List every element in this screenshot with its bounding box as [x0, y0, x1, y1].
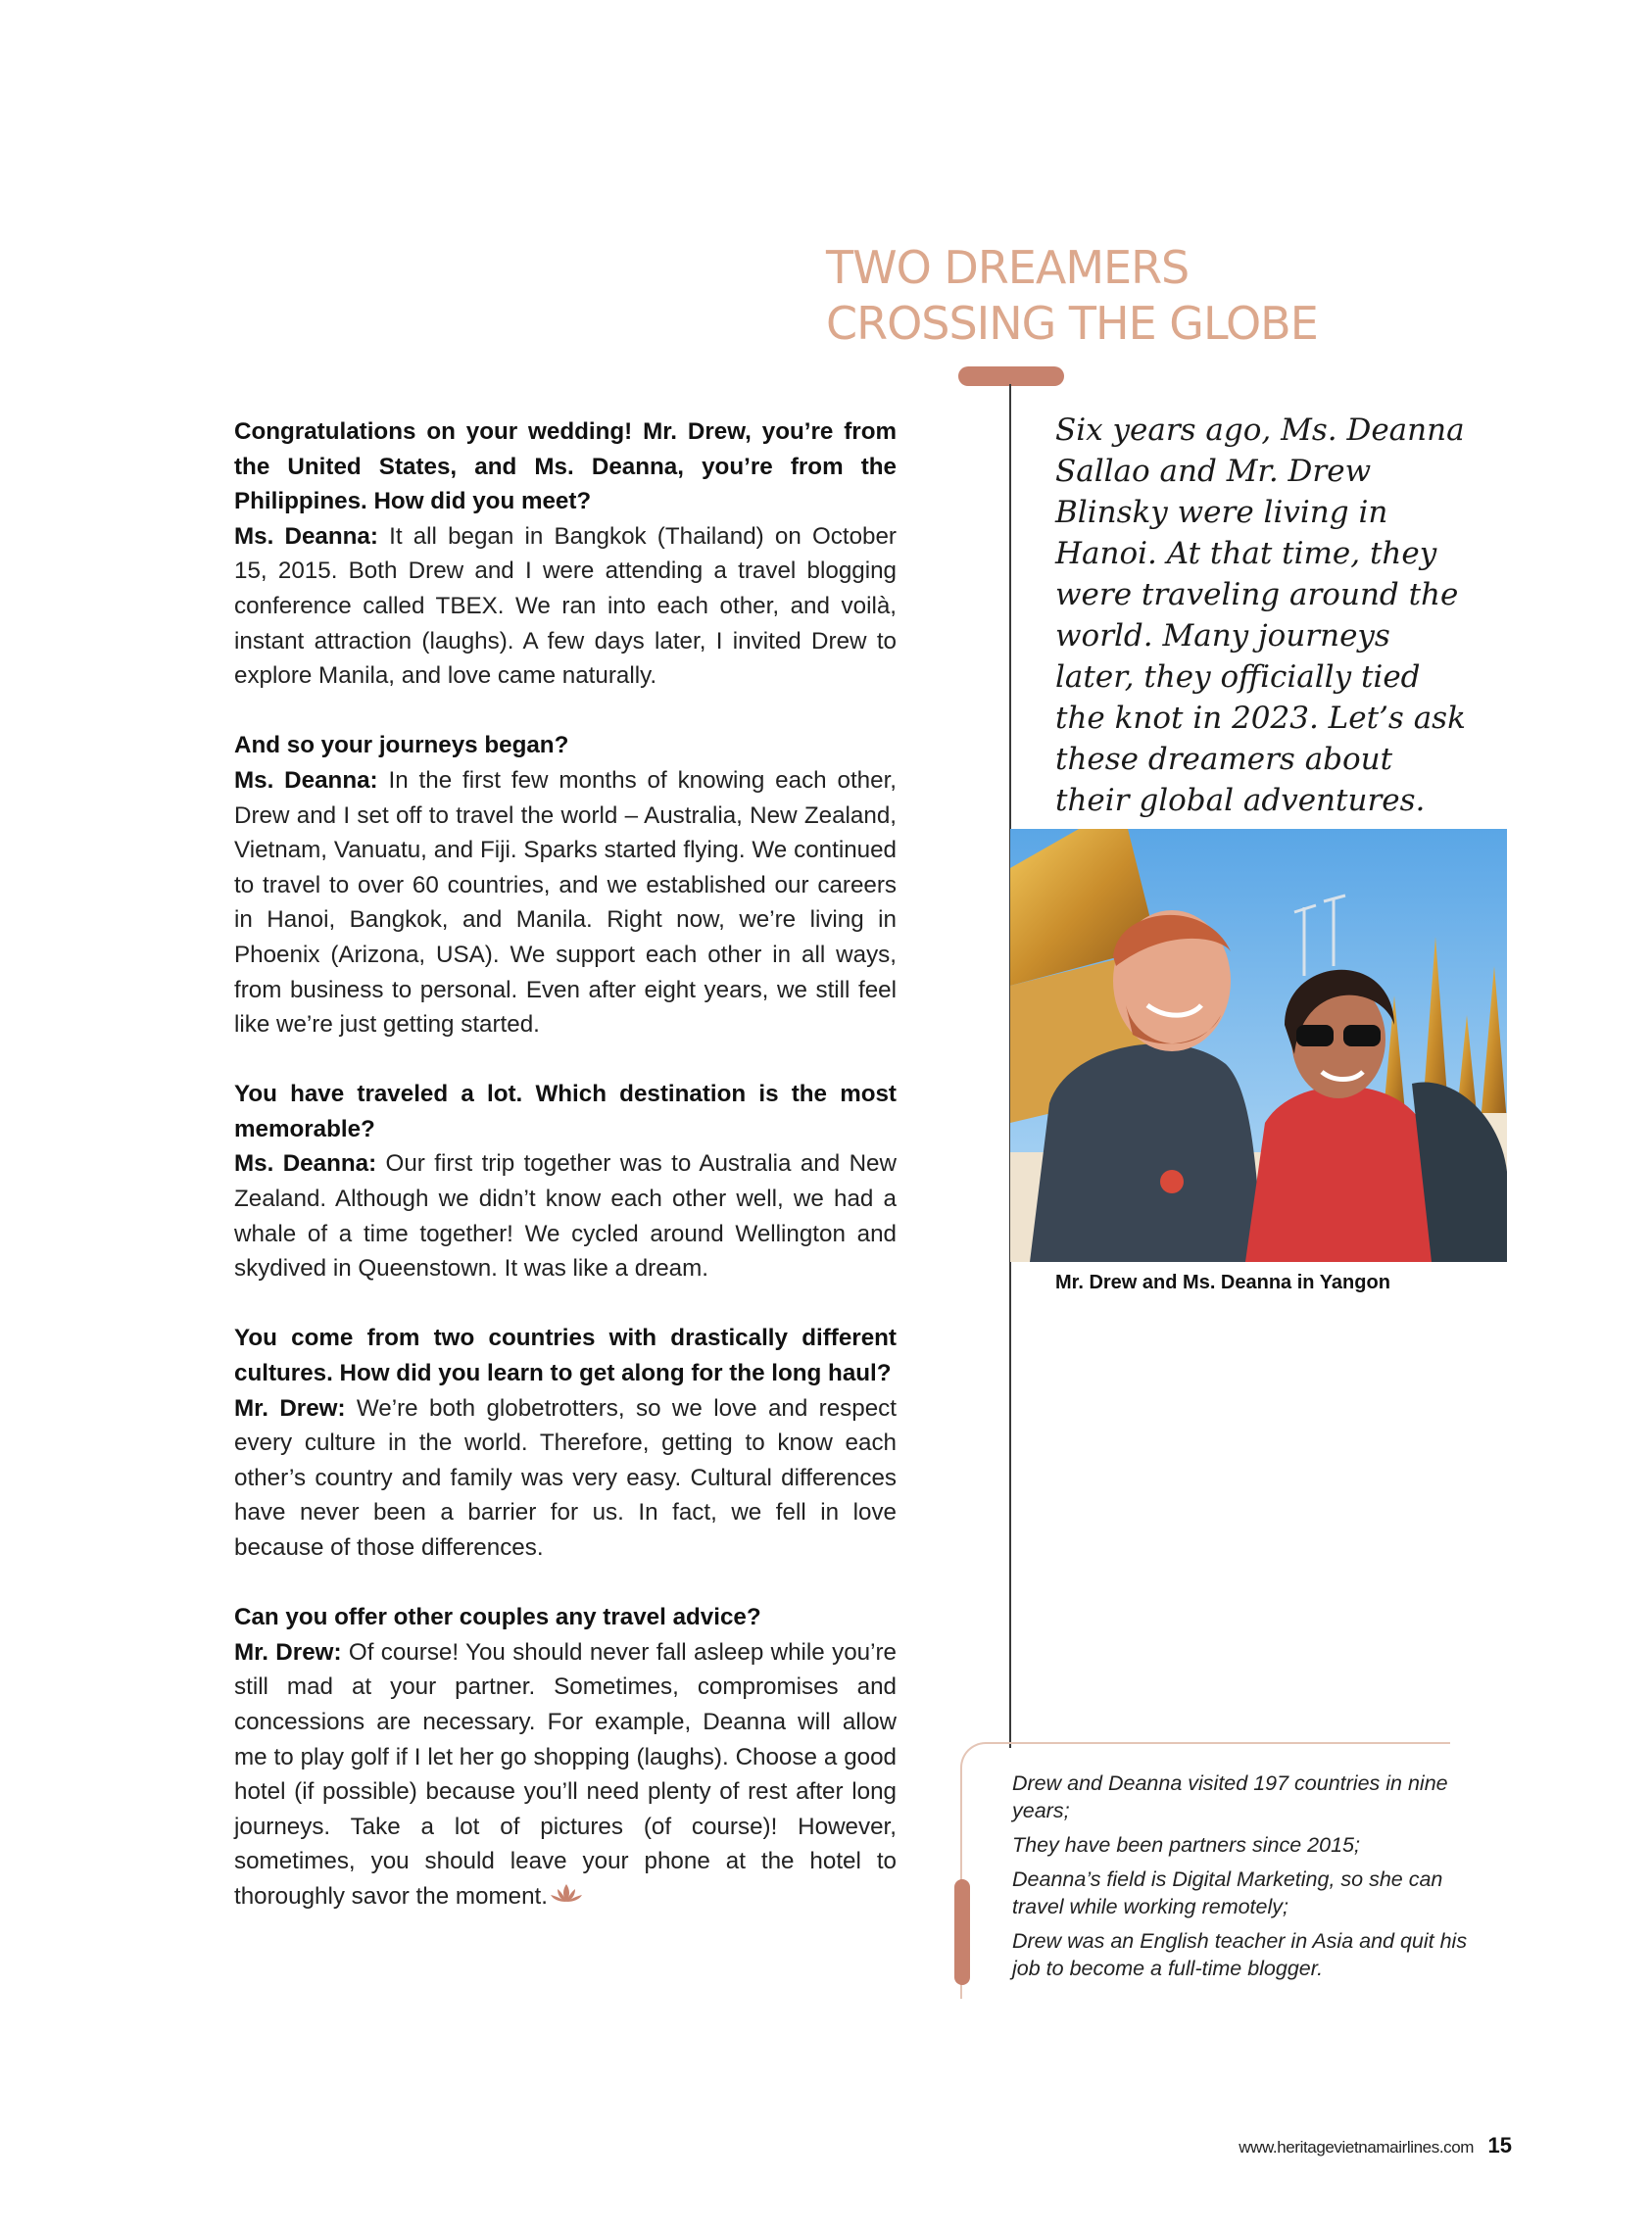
- footer-url[interactable]: www.heritagevietnamairlines.com: [1239, 2138, 1475, 2157]
- answer: [234, 519, 897, 694]
- question: You come from two countries with drastically different cultures. How did you learn to get along for the long haul?: [234, 1325, 897, 1387]
- qa-block: [234, 1077, 897, 1286]
- title-accent-bar: [958, 366, 1064, 386]
- speaker: Ms. Deanna:: [234, 522, 378, 550]
- question: Can you offer other couples any travel advice?: [234, 1604, 761, 1631]
- intro-standfirst: Six years ago, Ms. Deanna Sallao and Mr. Drew Blinsky were living in Hanoi. At that time, they were traveling around the world. Many journeys later, they officially tied the knot in 2023. Let’s ask these dreamers about their global adventures.: [1055, 412, 1466, 818]
- question: You have traveled a lot. Which destination is the most memorable?: [234, 1081, 897, 1142]
- page-footer: [1239, 2133, 1512, 2158]
- question: And so your journeys began?: [234, 732, 569, 759]
- article-title: [826, 240, 1512, 352]
- fact-item: They have been partners since 2015;: [1012, 1833, 1360, 1857]
- page-number: 15: [1487, 2133, 1512, 2157]
- couple-photo: [1010, 829, 1507, 1262]
- answer: [234, 763, 897, 1042]
- answer-text: Of course! You should never fall asleep while you’re still mad at your partner. Sometimes, compromises and concessions are necessary. For example, Deanna will allow me to play golf if I let her go shopping (laughs). Choose a good hotel (if possible) because you’ll need plenty of rest after long journeys. Take a lot of pictures (of course)! However, sometimes, you should leave your phone at the hotel to thoroughly savor the moment.: [234, 1638, 897, 1910]
- speaker: Mr. Drew:: [234, 1394, 346, 1422]
- lotus-icon: [550, 1879, 583, 1915]
- interview-column: [234, 414, 897, 1949]
- speaker: Ms. Deanna:: [234, 1150, 377, 1178]
- title-line-2: CROSSING THE GLOBE: [826, 297, 1318, 350]
- qa-block: [234, 1600, 897, 1914]
- photo-caption: Mr. Drew and Ms. Deanna in Yangon: [1055, 1272, 1390, 1293]
- fact-item: Drew was an English teacher in Asia and quit his job to become a full-time blogger.: [1012, 1929, 1468, 1980]
- answer: [234, 1391, 897, 1566]
- qa-block: [234, 414, 897, 694]
- fact-item: Deanna’s field is Digital Marketing, so she can travel while working remotely;: [1012, 1867, 1443, 1918]
- title-line-1: TWO DREAMERS: [826, 241, 1190, 294]
- answer: [234, 1146, 897, 1285]
- facts-list: [1012, 1769, 1492, 1989]
- answer-text: We’re both globetrotters, so we love and respect every culture in the world. Therefore, getting to know each other’s country and family was very easy. Cultural differences have never been a barrier for us. In fact, we fell in love because of those differences.: [234, 1394, 897, 1561]
- question: Congratulations on your wedding! Mr. Drew, you’re from the United States, and Ms. Deanna, you’re from the Philippines. How did you meet?: [234, 418, 897, 515]
- answer: [234, 1635, 897, 1915]
- answer-text: It all began in Bangkok (Thailand) on October 15, 2015. Both Drew and I were attending a travel blogging conference called TBEX. We ran into each other, and voilà, instant attraction (laughs). A few days later, I invited Drew to explore Manila, and love came naturally.: [234, 522, 897, 690]
- speaker: Mr. Drew:: [234, 1638, 342, 1666]
- facts-accent-bar: [954, 1879, 970, 1985]
- fact-item: Drew and Deanna visited 197 countries in nine years;: [1012, 1771, 1448, 1822]
- qa-block: [234, 728, 897, 1042]
- answer-text: In the first few months of knowing each other, Drew and I set off to travel the world – Australia, New Zealand, Vietnam, Vanuatu, and Fiji. Sparks started flying. We continued to travel to over 60 countries, and we established our careers in Hanoi, Bangkok, and Manila. Right now, we’re living in Phoenix (Arizona, USA). We support each other in all ways, from business to personal. Even after eight years, we still feel like we’re just getting started.: [234, 766, 898, 1039]
- answer-text: Our first trip together was to Australia and New Zealand. Although we didn’t know each other well, we had a whale of a time together! We cycled around Wellington and skydived in Queenstown. It was like a dream.: [234, 1150, 897, 1283]
- speaker: Ms. Deanna:: [234, 766, 378, 794]
- qa-block: [234, 1321, 897, 1565]
